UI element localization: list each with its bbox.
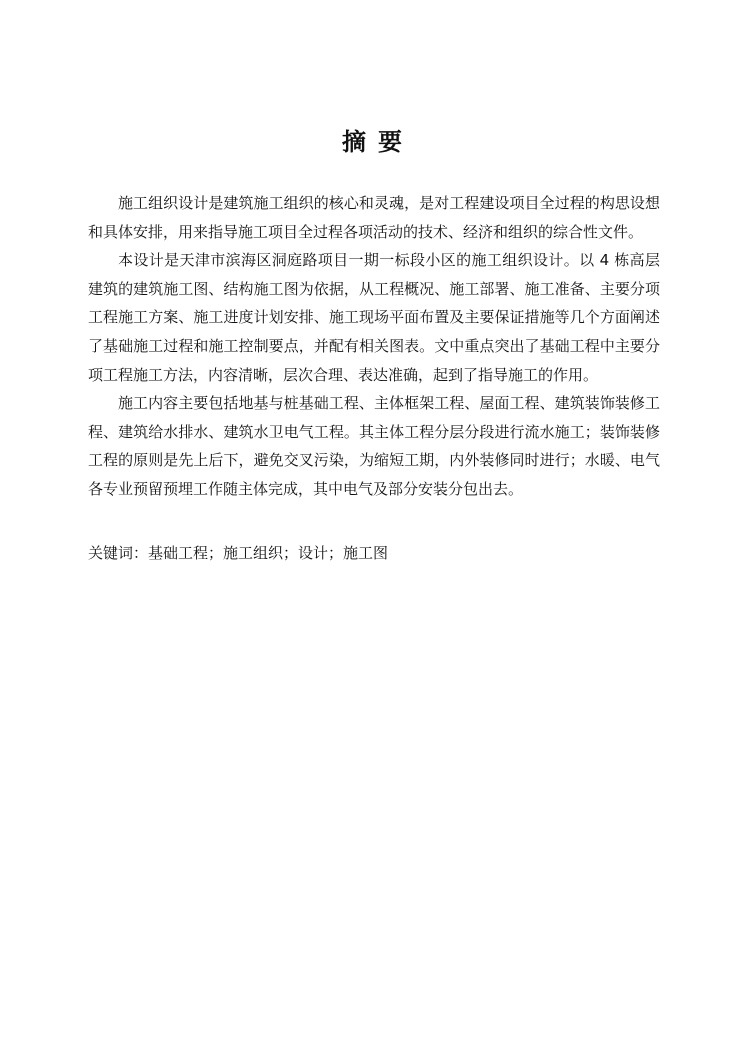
- abstract-paragraph-3: 施工内容主要包括地基与桩基础工程、主体框架工程、屋面工程、建筑装饰装修工程、建筑给水排水、建筑水卫电气工程。其主体工程分层分段进行流水施工；装饰装修工程的原则是先上后下，避免交叉污染，为缩短工期，内外装修同时进行；水暖、电气各专业预留预埋工作随主体完成，其中电气及部分安装分包出去。: [88, 394, 660, 498]
- abstract-body: [88, 189, 660, 504]
- keywords-line: 关键词：基础工程；施工组织；设计；施工图: [88, 544, 389, 562]
- abstract-paragraph-2: 本设计是天津市滨海区洞庭路项目一期一标段小区的施工组织设计。以 4 栋高层建筑的建筑施工图、结构施工图为依据，从工程概况、施工部署、施工准备、主要分项工程施工方案、施工进度计划安排、施工现场平面布置及主要保证措施等几个方面阐述了基础施工过程和施工控制要点，并配有相关图表。文中重点突出了基础工程中主要分项工程施工方法，内容清晰，层次合理、表达准确，起到了指导施工的作用。: [88, 251, 660, 384]
- abstract-title: 摘要: [342, 128, 414, 156]
- abstract-paragraph-1: 施工组织设计是建筑施工组织的核心和灵魂，是对工程建设项目全过程的构思设想和具体安排，用来指导施工项目全过程各项活动的技术、经济和组织的综合性文件。: [88, 194, 660, 241]
